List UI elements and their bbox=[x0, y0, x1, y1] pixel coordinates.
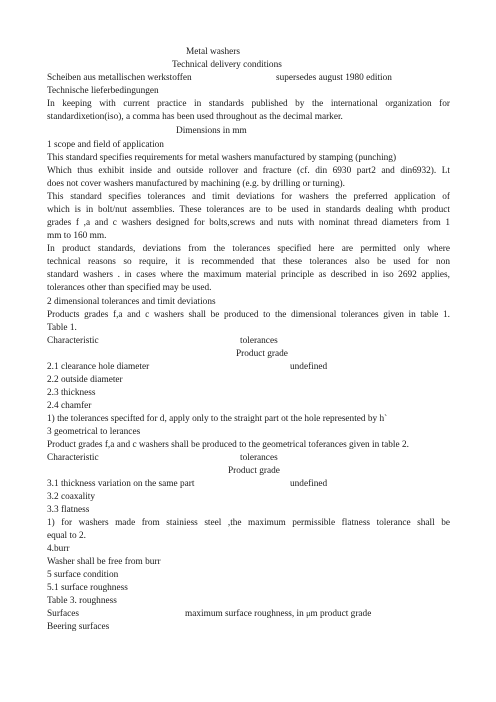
doc-subtitle: Technical delivery conditions bbox=[172, 60, 282, 70]
t3-col-surfaces: Surfaces bbox=[47, 609, 80, 619]
s5-subheading: 5.1 surface roughness bbox=[47, 583, 128, 593]
s4-p1: Washer shall be free from burr bbox=[47, 557, 161, 567]
t1-row-1-value: undefined bbox=[290, 362, 328, 372]
t1-col-characteristic: Characteristic bbox=[47, 336, 99, 346]
s1-p1-line-3: does not cover washers manufactured by machining (e.g. by drilling or turning). bbox=[47, 179, 345, 189]
t3-col-roughness bbox=[185, 608, 371, 620]
s2-p1-line-1: Products grades f,a and c washers shall be produced to the dimensional tolerances given in table 1. bbox=[47, 310, 450, 320]
s3-p1: Product grades f,a and c washers shall be produced to the geometrical toferances given in table 2. bbox=[47, 440, 409, 450]
s1-p1-line-1: This standard specifies requirements for metal washers manufactured by stamping (punching) bbox=[47, 153, 397, 163]
t3-unit-mu: μ bbox=[306, 609, 311, 618]
section-4-heading: 4.burr bbox=[47, 544, 70, 554]
s1-p1-line-2: Which thus exhibit inside and outside rollover and fracture (cf. din 6930 part2 and din6932). Lt bbox=[47, 166, 450, 176]
t3-row-1: Beering surfaces bbox=[47, 622, 110, 632]
t2-col-tolerances: tolerances bbox=[240, 453, 278, 463]
s1-p2-line-1: This standard specifies tolerances and timit deviations for washers the preferred application of bbox=[47, 192, 450, 202]
table-3-label: Table 3. roughness bbox=[47, 596, 117, 606]
section-2-heading: 2 dimensional tolerances and timit deviations bbox=[47, 297, 216, 307]
table-1-label: Table 1. bbox=[47, 323, 77, 333]
supersedes-note: supersedes august 1980 edition bbox=[276, 73, 392, 83]
s3-footnote-line-2: equal to 2. bbox=[47, 531, 86, 541]
t1-col-tolerances: tolerances bbox=[240, 336, 278, 346]
s3-footnote-line-1: 1) for washers made from stainiess steel ,the maximum permissible flatness tolerance shall be bbox=[47, 518, 450, 528]
t1-row-3: 2.3 thickness bbox=[47, 388, 96, 398]
s1-p2-line-3: grades f ,a and c washers designed for bolts,screws and nuts with nominat thread diameters from 1 bbox=[47, 218, 450, 228]
t2-row-3: 3.3 flatness bbox=[47, 505, 90, 515]
t2-col-characteristic: Characteristic bbox=[47, 453, 99, 463]
t2-product-grade: Product grade bbox=[228, 466, 280, 476]
t3-col-roughness-text: maximum surface roughness, in bbox=[185, 609, 304, 619]
t1-row-2: 2.2 outside diameter bbox=[47, 375, 123, 385]
section-3-heading: 3 geometrical to lerances bbox=[47, 427, 141, 437]
s1-p2-line-2: which is in bolt/nut assemblies. These tolerances are to be used in standards dealing whth product bbox=[47, 205, 450, 215]
s1-p3-line-2: technical reasons so require, it is recommended that these tolerances also be used for non bbox=[47, 257, 450, 267]
german-subtitle: Technische lieferbedingungen bbox=[47, 86, 159, 96]
t3-col-roughness-suffix: m product grade bbox=[310, 609, 372, 619]
intro-line-2: standardixetion(iso), a comma has been used throughout as the decimal marker. bbox=[47, 112, 343, 122]
german-title: Scheiben aus metallischen werkstoffen bbox=[47, 73, 192, 83]
t1-product-grade: Product grade bbox=[236, 349, 288, 359]
intro-line-1: In keeping with current practice in standards published by the international organization for bbox=[47, 99, 450, 109]
s1-p3-line-1: In product standards, deviations from the tolerances specified here are permitted only where bbox=[47, 244, 450, 254]
doc-title: Metal washers bbox=[186, 47, 240, 57]
dimensions-note: Dimensions in mm bbox=[176, 126, 247, 136]
s1-p3-line-3: standard washers . in cases where the maximum material principle as described in iso 2692 applies, bbox=[47, 270, 450, 280]
s2-footnote: 1) the tolerances specifted for d, apply only to the straight part ot the hole represented by h` bbox=[47, 414, 388, 424]
section-5-heading: 5 surface condition bbox=[47, 570, 119, 580]
t2-row-2: 3.2 coaxality bbox=[47, 492, 96, 502]
s1-p2-line-4: mm to 160 mm. bbox=[47, 231, 107, 241]
t1-row-1: 2.1 clearance hole diameter bbox=[47, 362, 150, 372]
t1-row-4: 2.4 chamfer bbox=[47, 401, 92, 411]
section-1-heading: 1 scope and field of application bbox=[47, 140, 164, 150]
s1-p3-line-4: tolerances other than specified may be used. bbox=[47, 283, 212, 293]
t2-row-1: 3.1 thickness variation on the same part bbox=[47, 479, 195, 489]
t2-row-1-value: undefined bbox=[290, 479, 328, 489]
